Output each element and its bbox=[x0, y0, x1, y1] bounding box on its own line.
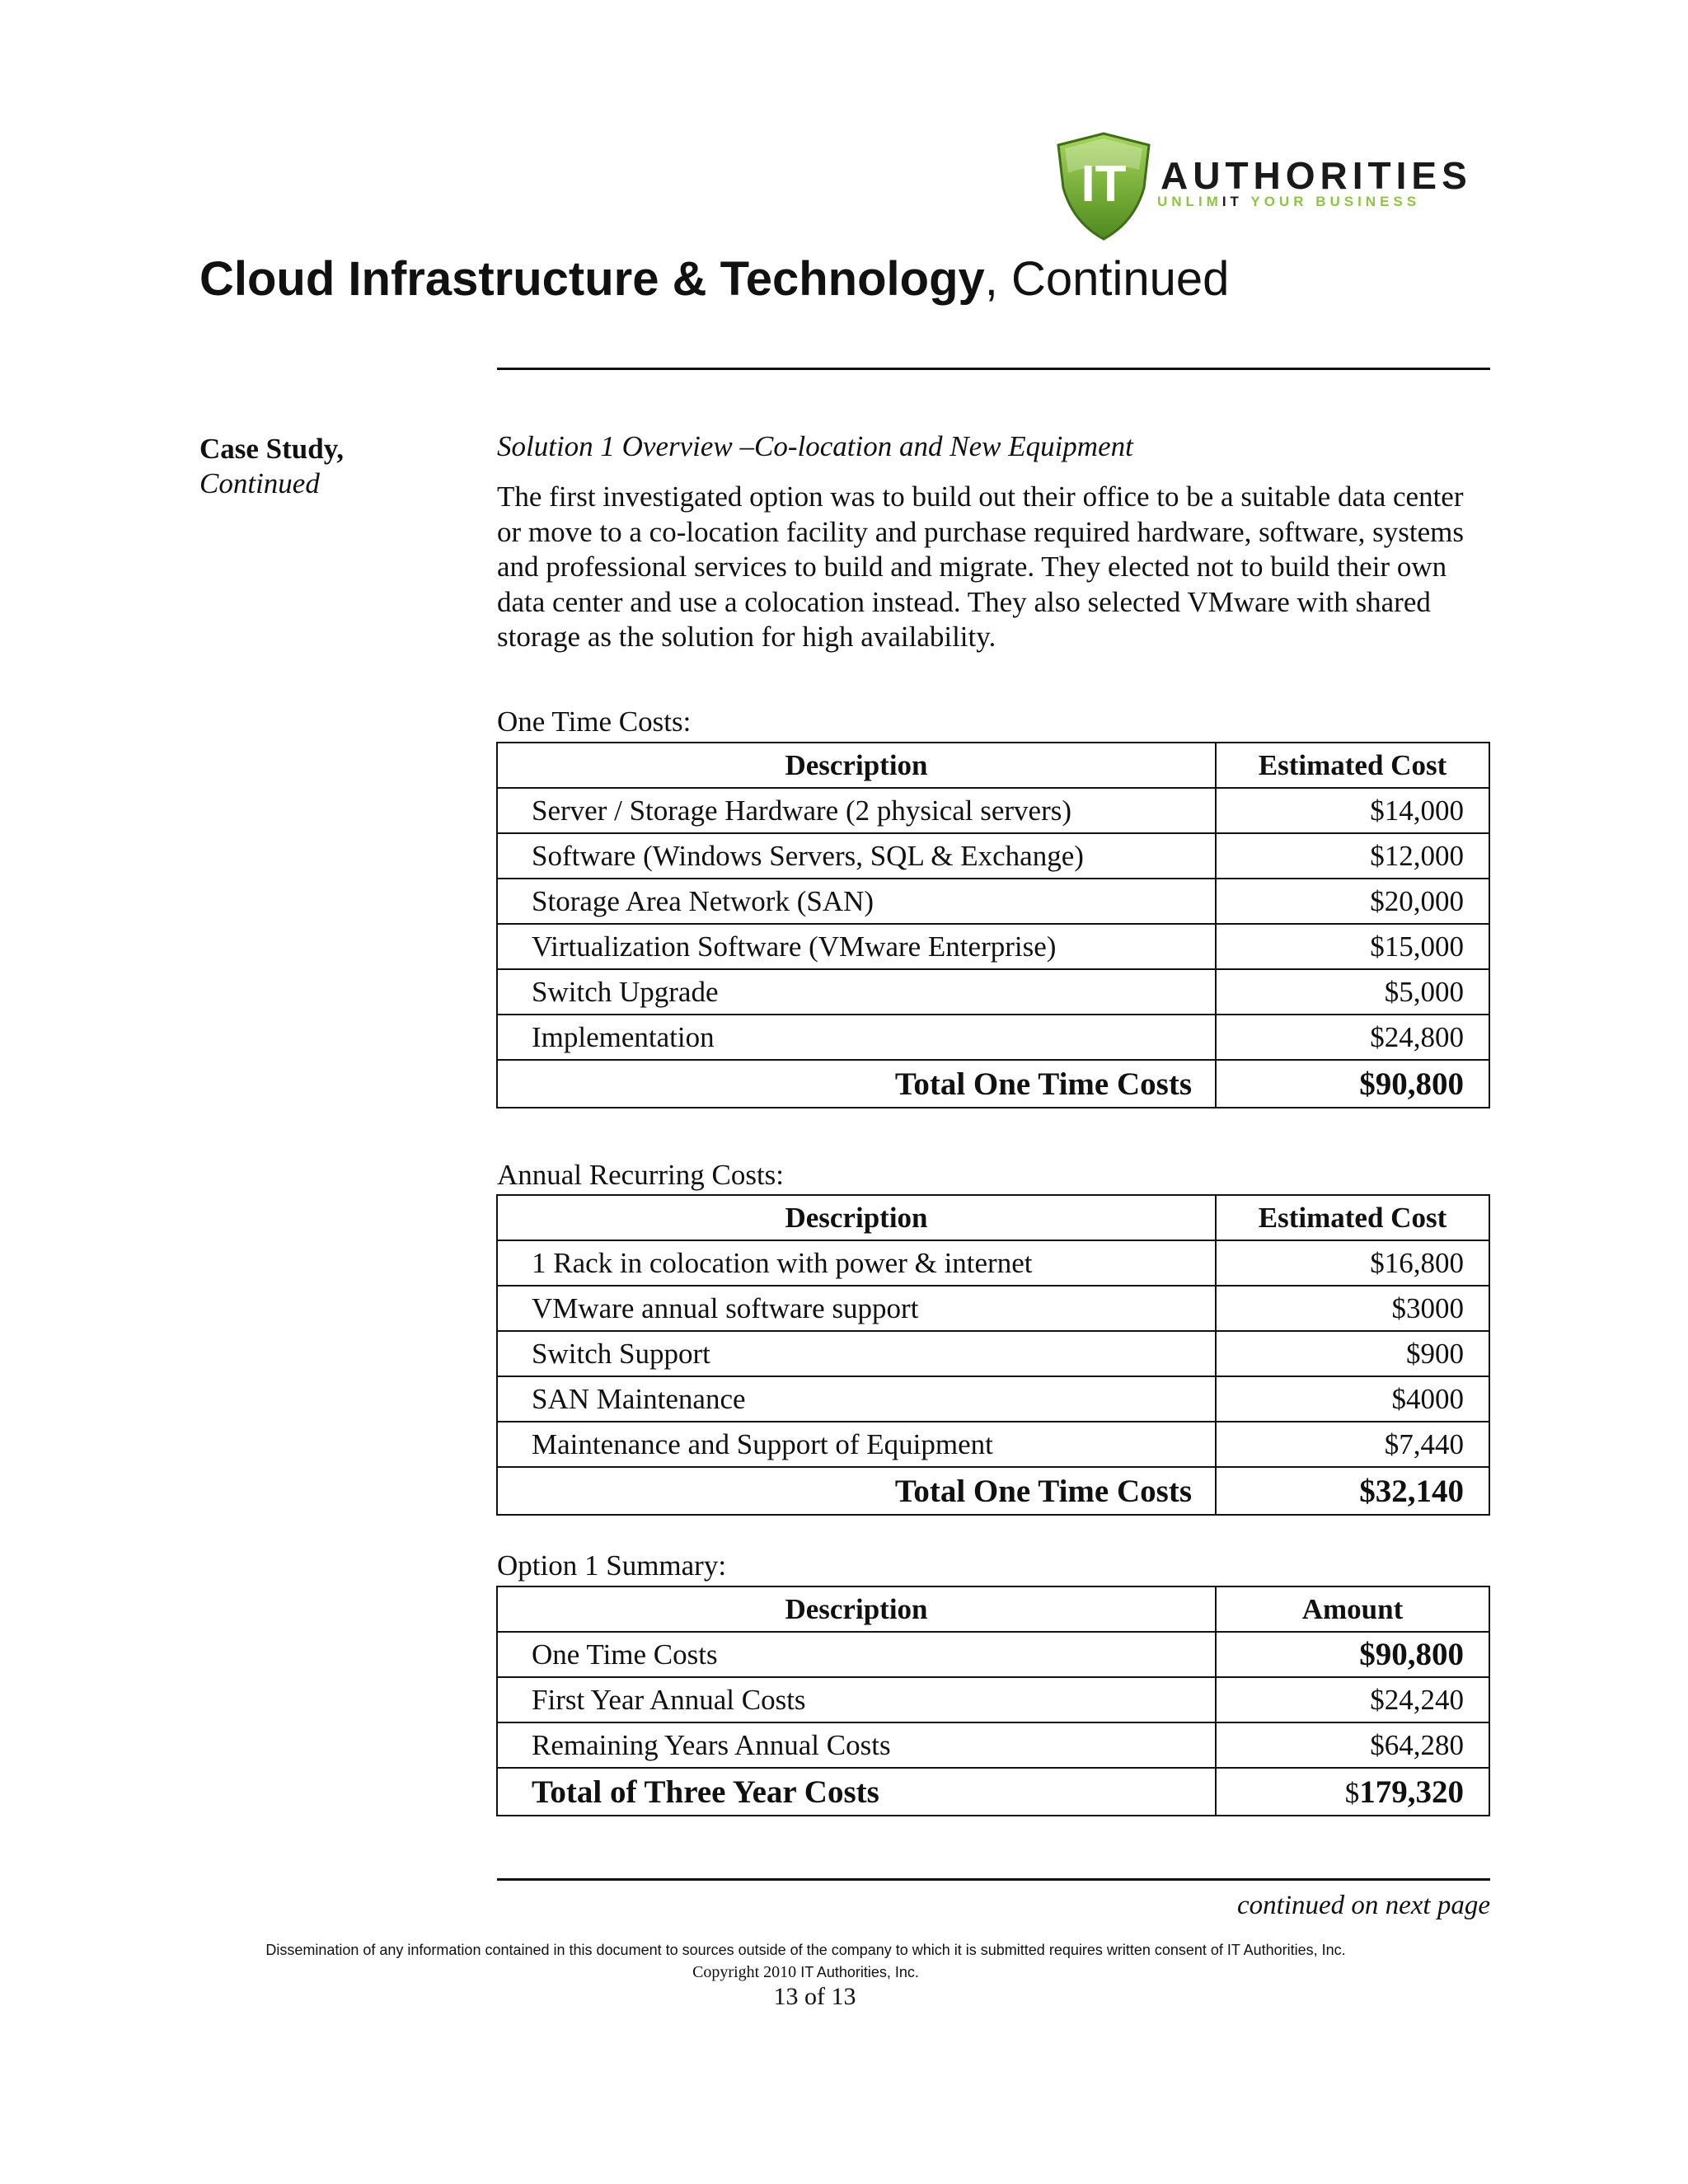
row-desc: 1 Rack in colocation with power & internet bbox=[497, 1240, 1216, 1286]
table-row bbox=[497, 1286, 1489, 1331]
logo-tagline bbox=[1157, 194, 1420, 209]
col-description: Description bbox=[497, 1195, 1216, 1240]
summary-table bbox=[496, 1586, 1490, 1816]
table-row bbox=[497, 1240, 1489, 1286]
row-cost: $7,440 bbox=[1216, 1422, 1489, 1467]
copyright-pre: Copyright 2010 bbox=[692, 1963, 801, 1981]
row-amount: $90,800 bbox=[1216, 1632, 1489, 1677]
table-row bbox=[497, 1015, 1489, 1060]
table-row bbox=[497, 1722, 1489, 1768]
total-value: $32,140 bbox=[1216, 1467, 1489, 1515]
table-row bbox=[497, 1677, 1489, 1722]
row-desc: Maintenance and Support of Equipment bbox=[497, 1422, 1216, 1467]
row-cost: $15,000 bbox=[1216, 924, 1489, 969]
total-row bbox=[497, 1768, 1489, 1816]
total-value: $90,800 bbox=[1216, 1060, 1489, 1108]
bottom-divider bbox=[497, 1878, 1490, 1881]
page-number: 13 of 13 bbox=[773, 1983, 856, 2010]
one-time-caption: One Time Costs: bbox=[497, 705, 692, 738]
row-cost: $4000 bbox=[1216, 1376, 1489, 1422]
summary-caption: Option 1 Summary: bbox=[497, 1549, 727, 1582]
side-label-bold: Case Study, bbox=[199, 433, 345, 465]
tagline-it: IT bbox=[1221, 194, 1243, 209]
intro-paragraph: The first investigated option was to build out their office to be a suitable data center or move to a co-location facility and purchase required hardware, software, systems and professional services to build and migrate. They elected not to build their own data center and use a colocation instead. They also selected VMware with shared storage as the solution for high availability. bbox=[497, 480, 1465, 653]
row-cost: $16,800 bbox=[1216, 1240, 1489, 1286]
page-title bbox=[199, 251, 1229, 308]
row-desc: Remaining Years Annual Costs bbox=[497, 1722, 1216, 1768]
row-desc: SAN Maintenance bbox=[497, 1376, 1216, 1422]
total-row bbox=[497, 1467, 1489, 1515]
total-number: 179,320 bbox=[1359, 1774, 1464, 1810]
row-desc: One Time Costs bbox=[497, 1632, 1216, 1677]
section-heading: Solution 1 Overview –Co-location and New Equipment bbox=[497, 430, 1133, 462]
total-prefix: $ bbox=[1344, 1776, 1360, 1809]
row-desc: Server / Storage Hardware (2 physical servers) bbox=[497, 788, 1216, 833]
title-bold: Cloud Infrastructure & Technology bbox=[199, 252, 985, 306]
table-row bbox=[497, 1422, 1489, 1467]
table-row bbox=[497, 924, 1489, 969]
copyright bbox=[0, 1963, 1611, 1982]
col-estimated-cost: Estimated Cost bbox=[1216, 743, 1489, 788]
side-label-italic: Continued bbox=[199, 467, 320, 499]
row-cost: $14,000 bbox=[1216, 788, 1489, 833]
row-desc: Virtualization Software (VMware Enterprise) bbox=[497, 924, 1216, 969]
table-header-row bbox=[497, 1195, 1489, 1240]
table-row bbox=[497, 879, 1489, 924]
table-row bbox=[497, 833, 1489, 879]
recurring-costs-table bbox=[496, 1194, 1490, 1516]
disclaimer: Dissemination of any information contained in this document to sources outside of the company to which it is submitted requires written consent of IT Authorities, Inc. bbox=[265, 1942, 1346, 1958]
table-row bbox=[497, 1376, 1489, 1422]
table-header-row bbox=[497, 743, 1489, 788]
side-label bbox=[199, 432, 344, 501]
table-row bbox=[497, 969, 1489, 1015]
row-desc: Storage Area Network (SAN) bbox=[497, 879, 1216, 924]
row-desc: Switch Support bbox=[497, 1331, 1216, 1376]
tagline-pre: UNLIM bbox=[1157, 194, 1222, 209]
logo-wordmark: AUTHORITIES bbox=[1160, 154, 1472, 197]
col-amount: Amount bbox=[1216, 1586, 1489, 1632]
row-cost: $20,000 bbox=[1216, 879, 1489, 924]
top-divider bbox=[497, 368, 1490, 370]
row-desc: Switch Upgrade bbox=[497, 969, 1216, 1015]
row-cost: $900 bbox=[1216, 1331, 1489, 1376]
row-amount: $64,280 bbox=[1216, 1722, 1489, 1768]
total-label: Total of Three Year Costs bbox=[497, 1768, 1216, 1816]
table-row bbox=[497, 788, 1489, 833]
row-desc: VMware annual software support bbox=[497, 1286, 1216, 1331]
total-label: Total One Time Costs bbox=[497, 1467, 1216, 1515]
col-estimated-cost: Estimated Cost bbox=[1216, 1195, 1489, 1240]
logo-mark: IT bbox=[1081, 156, 1127, 213]
one-time-costs-table bbox=[496, 742, 1490, 1108]
recurring-caption: Annual Recurring Costs: bbox=[497, 1159, 785, 1191]
total-value bbox=[1216, 1768, 1489, 1816]
total-row bbox=[497, 1060, 1489, 1108]
row-amount: $24,240 bbox=[1216, 1677, 1489, 1722]
col-description: Description bbox=[497, 1586, 1216, 1632]
row-cost: $24,800 bbox=[1216, 1015, 1489, 1060]
row-desc: Software (Windows Servers, SQL & Exchange) bbox=[497, 833, 1216, 879]
tagline-post: YOUR BUSINESS bbox=[1242, 194, 1421, 209]
row-desc: First Year Annual Costs bbox=[497, 1677, 1216, 1722]
row-desc: Implementation bbox=[497, 1015, 1216, 1060]
table-header-row bbox=[497, 1586, 1489, 1632]
title-rest: , Continued bbox=[984, 252, 1230, 306]
table-row bbox=[497, 1632, 1489, 1677]
row-cost: $12,000 bbox=[1216, 833, 1489, 879]
logo-shield-icon bbox=[1053, 130, 1154, 242]
table-row bbox=[497, 1331, 1489, 1376]
row-cost: $3000 bbox=[1216, 1286, 1489, 1331]
continued-note: continued on next page bbox=[1237, 1891, 1490, 1920]
copyright-post: IT Authorities, Inc. bbox=[800, 1964, 919, 1980]
col-description: Description bbox=[497, 743, 1216, 788]
row-cost: $5,000 bbox=[1216, 969, 1489, 1015]
total-label: Total One Time Costs bbox=[497, 1060, 1216, 1108]
